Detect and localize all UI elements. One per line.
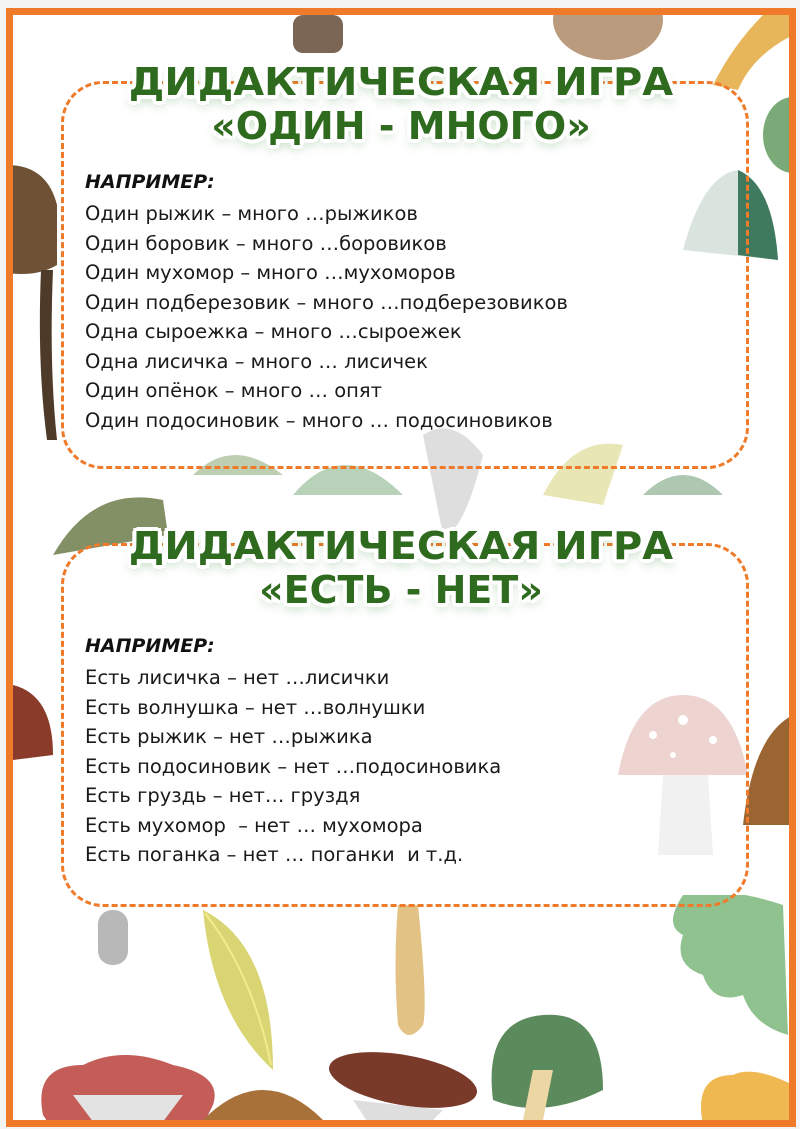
example-line: Один боровик – много …боровиков [85,231,447,255]
brown-mushroom-icon [7,165,67,445]
section-one-title [13,60,789,148]
example-line: Один мухомор – много …мухоморов [85,261,456,284]
section-two-title-line1: ДИДАКТИЧЕСКАЯ ИГРА [128,524,674,568]
section-two-title [13,524,789,612]
example-line: Есть волнушка – нет …волнушки [85,695,426,719]
red-russula-icon [33,1045,223,1127]
example-line: Есть лисичка – нет …лисички [85,666,390,689]
brown-cap-icon [553,15,663,65]
example-line: Один опёнок – много … опят [85,379,382,402]
example-line: Один подберезовик – много …подберезовиков [85,290,568,314]
dark-cap-icon [293,15,343,55]
brown-bolete-icon [743,715,793,835]
example-line: Одна лисичка – много … лисичек [85,349,428,373]
tall-mushroom-stem-icon [373,905,443,1045]
section-one-heading: НАПРИМЕР: [85,171,215,193]
section-two-heading: НАПРИМЕР: [85,635,215,657]
section-one-title-line2: «ОДИН - МНОГО» [211,104,591,148]
section-one-title-line1: ДИДАКТИЧЕСКАЯ ИГРА [128,60,674,104]
chanterelle-bottom-icon [693,1065,793,1125]
example-line: Один рыжик – много …рыжиков [85,202,418,225]
section-one-content [85,171,568,435]
section-two-title-line2: «ЕСТЬ - НЕТ» [259,568,543,612]
example-line: Есть подосиновик – нет …подосиновика [85,754,502,778]
example-line: Есть поганка – нет … поганки и т.д. [85,843,464,866]
oak-leaf-icon [663,895,793,1045]
red-mushroom-icon [13,685,53,765]
brown-bolete-bottom-icon [203,1080,323,1120]
gray-stem-icon [93,910,133,970]
example-line: Есть рыжик – нет …рыжика [85,725,373,748]
example-line: Один подосиновик – много … подосиновиков [85,408,553,432]
example-line: Есть мухомор – нет … мухомора [85,813,423,837]
section-two-content [85,635,501,870]
dark-brown-mushroom-icon [323,1050,483,1127]
worksheet-page [6,8,796,1127]
example-line: Одна сыроежка – много …сыроежек [85,320,462,343]
example-line: Есть груздь – нет… груздя [85,784,361,807]
green-striped-mushroom-icon [483,1010,613,1120]
